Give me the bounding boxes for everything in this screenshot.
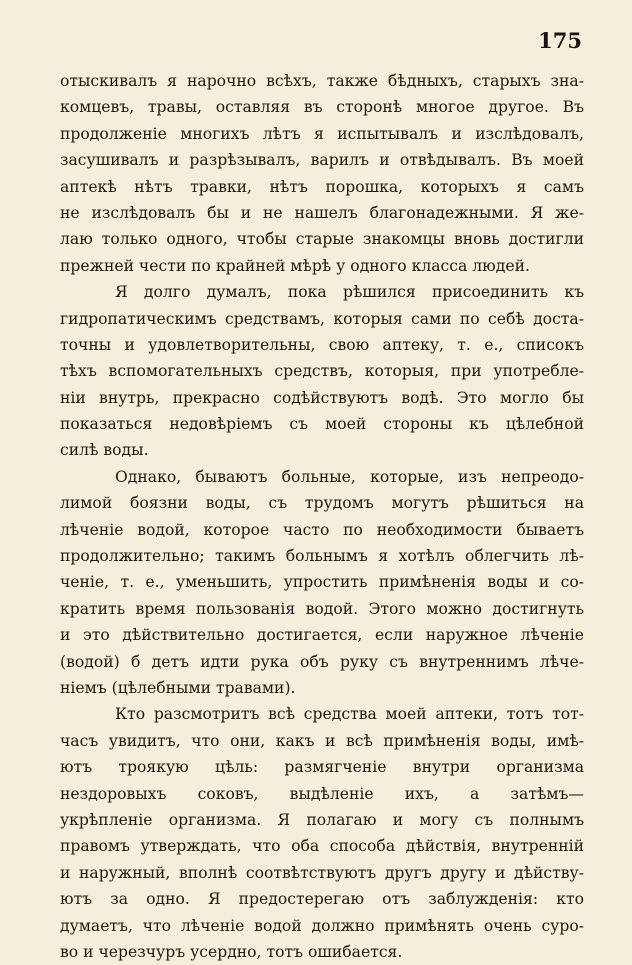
body-text [60,68,584,965]
text-line: продолжительно; такимъ больнымъ я хотѣлъ облегчить лѣ- [60,547,584,566]
text-line: лаю только одного, чтобы старые знакомцы вновь достигли [60,230,584,249]
text-line: Однако, бываютъ больные, которые, изъ непреодо- [115,467,584,486]
text-line: комцевъ, травы, оставляя въ сторонѣ многое другое. Въ [60,98,584,117]
text-line: лѣченіе водой, которое часто по необходимости бываетъ [60,520,584,539]
text-line: во и черезчуръ усердно, тотъ ошибается. [60,942,403,961]
text-line: правомъ утверждать, что оба способа дѣйствія, внутренній [60,837,584,856]
text-line: укрѣпленіе организма. Я полагаю и могу съ полнымъ [60,810,584,829]
text-line: часъ увидитъ, что они, какъ и всѣ примѣненія воды, имѣ- [60,731,584,750]
text-line: ніи внутрь, прекрасно содѣйствуютъ водѣ. Это могло бы [60,388,584,407]
text-line: лимой боязни воды, съ трудомъ могутъ рѣшиться на [60,494,584,513]
text-line: силѣ воды. [60,441,149,460]
text-line: прежней чести по крайней мѣрѣ у одного класса людей. [60,256,530,275]
text-line: продолженіе многихъ лѣтъ я испытывалъ и изслѣдовалъ, [60,124,584,143]
text-line: отыскивалъ я нарочно всѣхъ, также бѣдныхъ, старыхъ зна- [60,72,584,90]
text-line: тѣхъ вспомогательныхъ средствъ, которыя, при употребле- [60,362,584,381]
text-line: Я долго думалъ, пока рѣшился присоединить къ [115,283,584,302]
text-line: ютъ троякую цѣль: размягченіе внутри организма [60,758,584,777]
text-line: думаетъ, что лѣченіе водой должно примѣнять очень суро- [60,916,584,935]
text-line: ніемъ (цѣлебными травами). [60,678,296,697]
text-line: Кто разсмотритъ всѣ средства моей аптеки, тотъ тот- [115,705,584,724]
page-number: 175 [538,28,582,53]
text-line: (водой) б детъ идти рука объ руку съ внутреннимъ лѣче- [60,652,584,671]
text-line: нездоровыхъ соковъ, выдѣленіе ихъ, а затѣмъ— [60,784,584,803]
text-line: аптекѣ нѣтъ травки, нѣтъ порошка, которыхъ я самъ [60,177,584,196]
text-line: показаться недовѣріемъ съ моей стороны къ цѣлебной [60,415,584,434]
text-line: ютъ за одно. Я предостерегаю отъ заблужденія: кто [60,890,584,909]
text-line: кратить время пользованія водой. Этого можно достигнуть [60,599,584,618]
text-line: точны и удовлетворительны, свою аптеку, т. е., списокъ [60,335,584,354]
text-line: засушивалъ и разрѣзывалъ, варилъ и отвѣдывалъ. Въ моей [60,151,584,170]
text-line: ченіе, т. е., уменьшить, упростить примѣненія воды и со- [60,573,584,592]
text-line: и это дѣйствительно достигается, если наружное лѣченіе [60,626,584,645]
text-line: и наружный, вполнѣ соотвѣтствуютъ другъ другу и дѣйству- [60,863,584,882]
text-line: гидропатическимъ средствамъ, которыя сами по себѣ доста- [60,309,584,328]
text-line: не изслѣдовалъ бы и не нашелъ благонадежными. Я же- [60,203,584,222]
